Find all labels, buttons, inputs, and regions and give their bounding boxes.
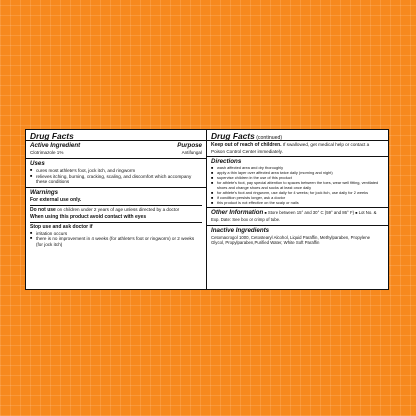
active-ingredient-heading: Active Ingredient	[30, 142, 81, 149]
warnings-section	[26, 188, 206, 249]
directions-heading: Directions	[211, 158, 242, 166]
do-not-use-text: on children under 2 years of age unless directed by a doctor	[55, 207, 180, 213]
uses-section	[26, 159, 206, 188]
do-not-use-label: Do not use	[30, 207, 56, 214]
active-ingredient-section	[26, 141, 206, 159]
keep-out-of-reach-text: If swallowed, get medical help or contact a Poison Control Center immediately.	[211, 142, 370, 154]
do-not-use-warning	[30, 207, 202, 214]
warnings-heading: Warnings	[30, 188, 59, 196]
directions-item: ■ wash affected area and dry thoroughly	[211, 166, 384, 171]
inactive-ingredients-section	[207, 226, 388, 248]
stop-use-item: ■ there is no improvement in 4 weeks (for athlete's foot or ringworm) or 2 weeks (for jock itch)	[30, 236, 202, 247]
continued-suffix: (continued)	[254, 135, 283, 141]
directions-item: ■ for athlete's foot and ringworm, use daily for 4 weeks; for jock itch, use daily for 2 weeks	[211, 191, 384, 196]
inactive-ingredients-text: Cetomacrogol 1000, Cetostearyl Alcohol, Liquid Paraffin, Methylparaben, Propylene Glycol, Propylparaben,Purified Water, White Soft Paraffin	[211, 234, 370, 246]
uses-item: ■ cures most athlete's foot, jock itch, and ringworm	[30, 168, 202, 174]
drug-facts-label	[25, 129, 389, 290]
stop-use-item: ■ irritation occurs	[30, 231, 202, 237]
drug-facts-continued-title	[207, 130, 388, 141]
other-information-heading: Other Information	[211, 209, 264, 217]
external-use-warning: For external use only.	[30, 196, 82, 203]
purpose-heading: Purpose	[177, 142, 202, 149]
other-information-section	[207, 208, 388, 225]
avoid-eyes-warning: When using this product avoid contact with eyes	[30, 213, 147, 220]
drug-facts-left-column	[26, 130, 207, 289]
drug-facts-right-column	[207, 130, 388, 289]
directions-item: ■ for athlete's foot, pay special attention to spaces between the toes, wear well fitting, ventilated shoes and change shoes and socks at least once daily	[211, 181, 384, 191]
other-information-item: Store between 15° and 30° C (59° and 86° F)	[267, 210, 355, 216]
purpose-value: Antifungal	[181, 150, 202, 155]
other-information-bullet: ■	[264, 211, 267, 216]
directions-item: ■ this product is not effective on the scalp or nails	[211, 201, 384, 206]
other-information-item: Lot No. & Exp. Date: See box or crimp of tube.	[211, 210, 377, 223]
drug-facts-title: Drug Facts	[26, 130, 206, 141]
uses-item: ■ relieves itching, burning, cracking, scaling, and discomfort which accompany these conditions	[30, 174, 202, 185]
directions-item: ■ apply a thin layer over affected area twice daily (morning and night)	[211, 171, 384, 176]
other-information-bullet: ■	[355, 211, 358, 216]
directions-item: ■ supervise children in the use of this product	[211, 176, 384, 181]
uses-heading: Uses	[30, 160, 45, 167]
keep-out-of-reach-label: Keep out of reach of children.	[211, 142, 282, 148]
active-ingredient-value: Clotrimazole 1%	[30, 150, 64, 155]
inactive-ingredients-heading: Inactive Ingredients	[211, 226, 270, 234]
keep-out-of-reach-section	[207, 141, 388, 157]
directions-item: ■ if condition persists longer, ask a doctor	[211, 196, 384, 201]
stop-use-heading: Stop use and ask doctor if	[30, 224, 93, 231]
drug-facts-continued-heading: Drug Facts	[211, 131, 255, 141]
directions-section	[207, 157, 388, 208]
